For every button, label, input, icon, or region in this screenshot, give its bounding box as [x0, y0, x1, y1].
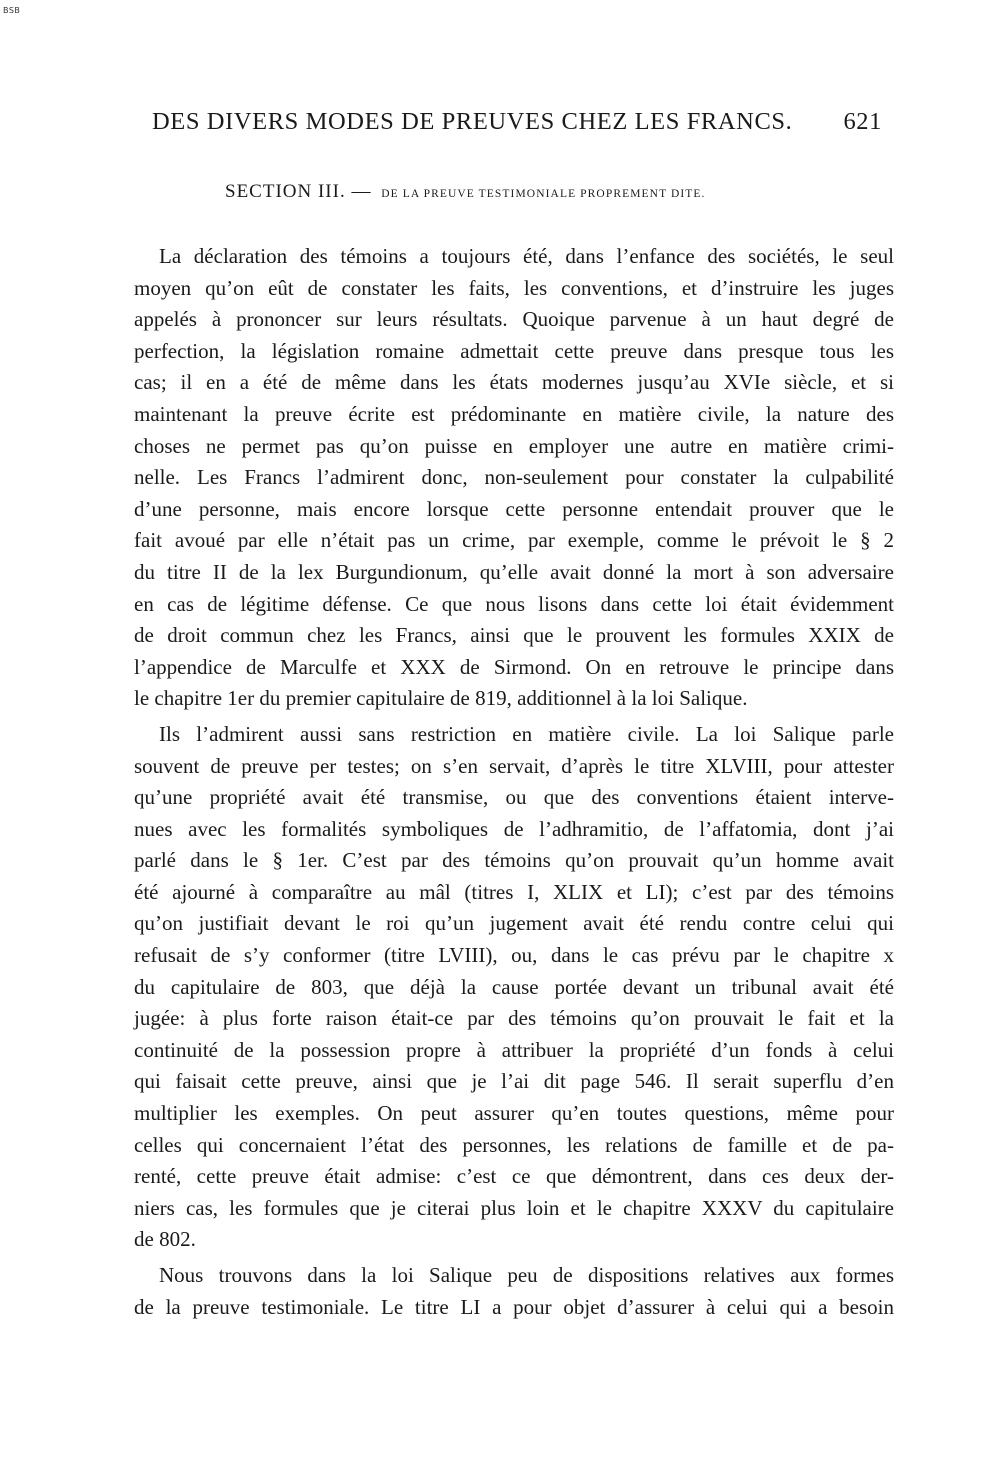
text-line: qui faisait cette preuve, ainsi que je l’ai dit page 546. Il serait superflu d’en — [134, 1069, 894, 1094]
text-line: fait avoué par elle n’était pas un crime, par exemple, comme le prévoit le § 2 — [134, 528, 894, 553]
paragraph-3 — [134, 1260, 894, 1323]
text-line: La déclaration des témoins a toujours été, dans l’enfance des sociétés, le seul — [159, 244, 894, 268]
text-line: nelle. Les Francs l’admirent donc, non-seulement pour constater la culpabilité — [134, 465, 894, 490]
text-line: souvent de preuve per testes; on s’en servait, d’après le titre XLVIII, pour attester — [134, 753, 894, 778]
text-line: Nous trouvons dans la loi Salique peu de dispositions relatives aux formes — [159, 1263, 894, 1287]
text-line: de 802. — [134, 1227, 196, 1252]
paragraph-2 — [134, 719, 894, 1256]
text-line: cas; il en a été de même dans les états modernes jusqu’au XVIe siècle, et si — [134, 370, 894, 395]
paragraph-1 — [134, 241, 894, 715]
text-line: Ils l’admirent aussi sans restriction en matière civile. La loi Salique parle — [159, 721, 894, 746]
text-line: du titre II de la lex Burgundionum, qu’elle avait donné la mort à son adversaire — [134, 559, 894, 584]
text-line: nues avec les formalités symboliques de l’adhramitio, de l’affatomia, dont j’ai — [134, 816, 894, 841]
text-line: de la preuve testimoniale. Le titre LI a pour objet d’assurer à celui qui a besoin — [134, 1294, 894, 1319]
text-line: de droit commun chez les Francs, ainsi que le prouvent les formules XXIX de — [134, 623, 894, 648]
text-line: multiplier les exemples. On peut assurer qu’en toutes questions, même pour — [134, 1101, 894, 1126]
text-line: continuité de la possession propre à attribuer la propriété d’un fonds à celui — [134, 1037, 894, 1062]
body-text — [134, 241, 894, 1323]
text-line: refusait de s’y conformer (titre LVIII), ou, dans le cas prévu par le chapitre x — [134, 943, 894, 968]
section-label: SECTION III. — — [225, 181, 372, 202]
text-line: l’appendice de Marculfe et XXX de Sirmond. On en retrouve le principe dans — [134, 654, 894, 679]
text-line: maintenant la preuve écrite est prédominante en matière civile, la nature des — [134, 401, 894, 426]
text-line: du capitulaire de 803, que déjà la cause portée devant un tribunal avait été — [134, 974, 894, 999]
text-line: niers cas, les formules que je citerai plus loin et le chapitre XXXV du capitulaire — [134, 1195, 894, 1220]
running-head-title: DES DIVERS MODES DE PREUVES CHEZ LES FRANCS. — [152, 108, 793, 135]
text-line: qu’on justifiait devant le roi qu’un jugement avait été rendu contre celui qui — [134, 911, 894, 936]
library-stamp: BSB — [3, 6, 21, 15]
page-number: 621 — [843, 108, 882, 135]
text-line: qu’une propriété avait été transmise, ou que des conventions étaient interve- — [134, 785, 894, 810]
text-line: le chapitre 1er du premier capitulaire de 819, additionnel à la loi Salique. — [134, 686, 748, 711]
text-line: en cas de légitime défense. Ce que nous lisons dans cette loi était évidemment — [134, 591, 894, 616]
text-line: été ajourné à comparaître au mâl (titres I, XLIX et LI); c’est par des témoins — [134, 879, 894, 904]
text-line: renté, cette preuve était admise: c’est ce que démontrent, dans ces deux der- — [134, 1164, 894, 1189]
section-title: DE LA PREUVE TESTIMONIALE PROPREMENT DITE. — [381, 188, 706, 200]
text-line: moyen qu’on eût de constater les faits, les conventions, et d’instruire les juges — [134, 275, 894, 300]
text-line: jugée: à plus forte raison était-ce par des témoins qu’on prouvait le fait et la — [134, 1006, 894, 1031]
text-line: celles qui concernaient l’état des personnes, les relations de famille et de pa- — [134, 1132, 894, 1157]
text-line: appelés à prononcer sur leurs résultats. Quoique parvenue à un haut degré de — [134, 307, 894, 332]
text-line: parlé dans le § 1er. C’est par des témoins qu’on prouvait qu’un homme avait — [134, 848, 894, 873]
text-line: perfection, la législation romaine admettait cette preuve dans presque tous les — [134, 338, 894, 363]
text-line: choses ne permet pas qu’on puisse en employer une autre en matière crimi- — [134, 433, 894, 458]
running-head — [152, 108, 882, 136]
section-heading — [225, 181, 706, 203]
text-line: d’une personne, mais encore lorsque cette personne entendait prouver que le — [134, 496, 894, 521]
